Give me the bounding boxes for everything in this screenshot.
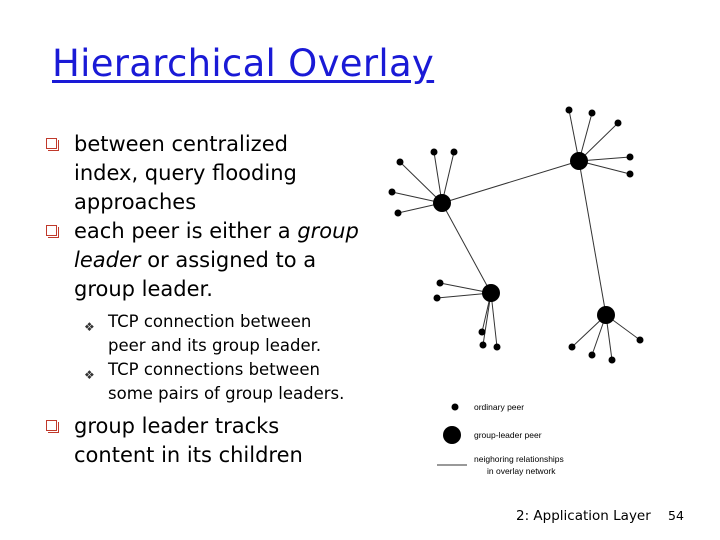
bullet-list	[46, 130, 391, 470]
ordinary-peer-node	[589, 352, 596, 359]
overlay-network-diagram	[380, 85, 680, 485]
legend-relation-label-2: in overlay network	[487, 466, 556, 476]
ordinary-peer-node	[395, 210, 402, 217]
group-leader-node	[433, 194, 451, 212]
hollow-square-bullet-icon	[46, 138, 57, 149]
bullet-2-line-2: leader or assigned to a	[74, 248, 317, 272]
hollow-square-bullet-icon	[46, 225, 57, 236]
bullet-3	[46, 412, 391, 470]
legend	[437, 402, 564, 476]
sub-bullet-2-line-2: some pairs of group leaders.	[108, 384, 345, 403]
ordinary-peer-node	[566, 107, 573, 114]
ordinary-peer-node	[569, 344, 576, 351]
ordinary-peer-node	[431, 149, 438, 156]
group-leader-node	[597, 306, 615, 324]
diamond-bullet-icon: ❖	[84, 320, 95, 334]
ordinary-peer-node	[480, 342, 487, 349]
group-leader-node	[482, 284, 500, 302]
sub-bullet-1-line-2: peer and its group leader.	[108, 336, 322, 355]
ordinary-peer-node	[479, 329, 486, 336]
legend-ordinary-peer-icon	[452, 404, 459, 411]
bullet-1-line-3: approaches	[74, 190, 197, 214]
ordinary-peer-node	[437, 280, 444, 287]
slide-title: Hierarchical Overlay	[52, 42, 435, 85]
bullet-3-line-2: content in its children	[74, 443, 303, 467]
ordinary-peer-node	[451, 149, 458, 156]
ordinary-peer-node	[615, 120, 622, 127]
bullet-2-line-1: each peer is either a group	[74, 219, 359, 243]
ordinary-peer-node	[434, 295, 441, 302]
diamond-bullet-icon: ❖	[84, 368, 95, 382]
ordinary-peer-node	[397, 159, 404, 166]
ordinary-peer-node	[609, 357, 616, 364]
legend-leader-peer-icon	[443, 426, 461, 444]
ordinary-peer-node	[627, 171, 634, 178]
bullet-3-line-1: group leader tracks	[74, 414, 280, 438]
ordinary-peer-node	[589, 110, 596, 117]
legend-relation-label-1: neighoring relationships	[474, 454, 564, 464]
page-number: 54	[668, 508, 684, 523]
group-leader-node	[570, 152, 588, 170]
bullet-2	[46, 217, 391, 304]
sub-bullet-1	[46, 310, 391, 358]
ordinary-peer-node	[637, 337, 644, 344]
bullet-2-line-3: group leader.	[74, 277, 213, 301]
legend-leader-label: group-leader peer	[474, 430, 542, 440]
sub-bullet-1-line-1: TCP connection between	[108, 312, 312, 331]
sub-bullet-2	[46, 358, 391, 406]
bullet-1	[46, 130, 391, 217]
ordinary-peer-node	[627, 154, 634, 161]
ordinary-peer-node	[389, 189, 396, 196]
hollow-square-bullet-icon	[46, 420, 57, 431]
ordinary-peers	[389, 107, 644, 364]
bullet-1-line-2: index, query flooding	[74, 161, 297, 185]
bullet-1-line-1: between centralized	[74, 132, 288, 156]
sub-bullet-2-line-1: TCP connections between	[108, 360, 320, 379]
legend-ordinary-label: ordinary peer	[474, 402, 525, 412]
ordinary-peer-node	[494, 344, 501, 351]
footer-chapter: 2: Application Layer	[516, 508, 651, 524]
